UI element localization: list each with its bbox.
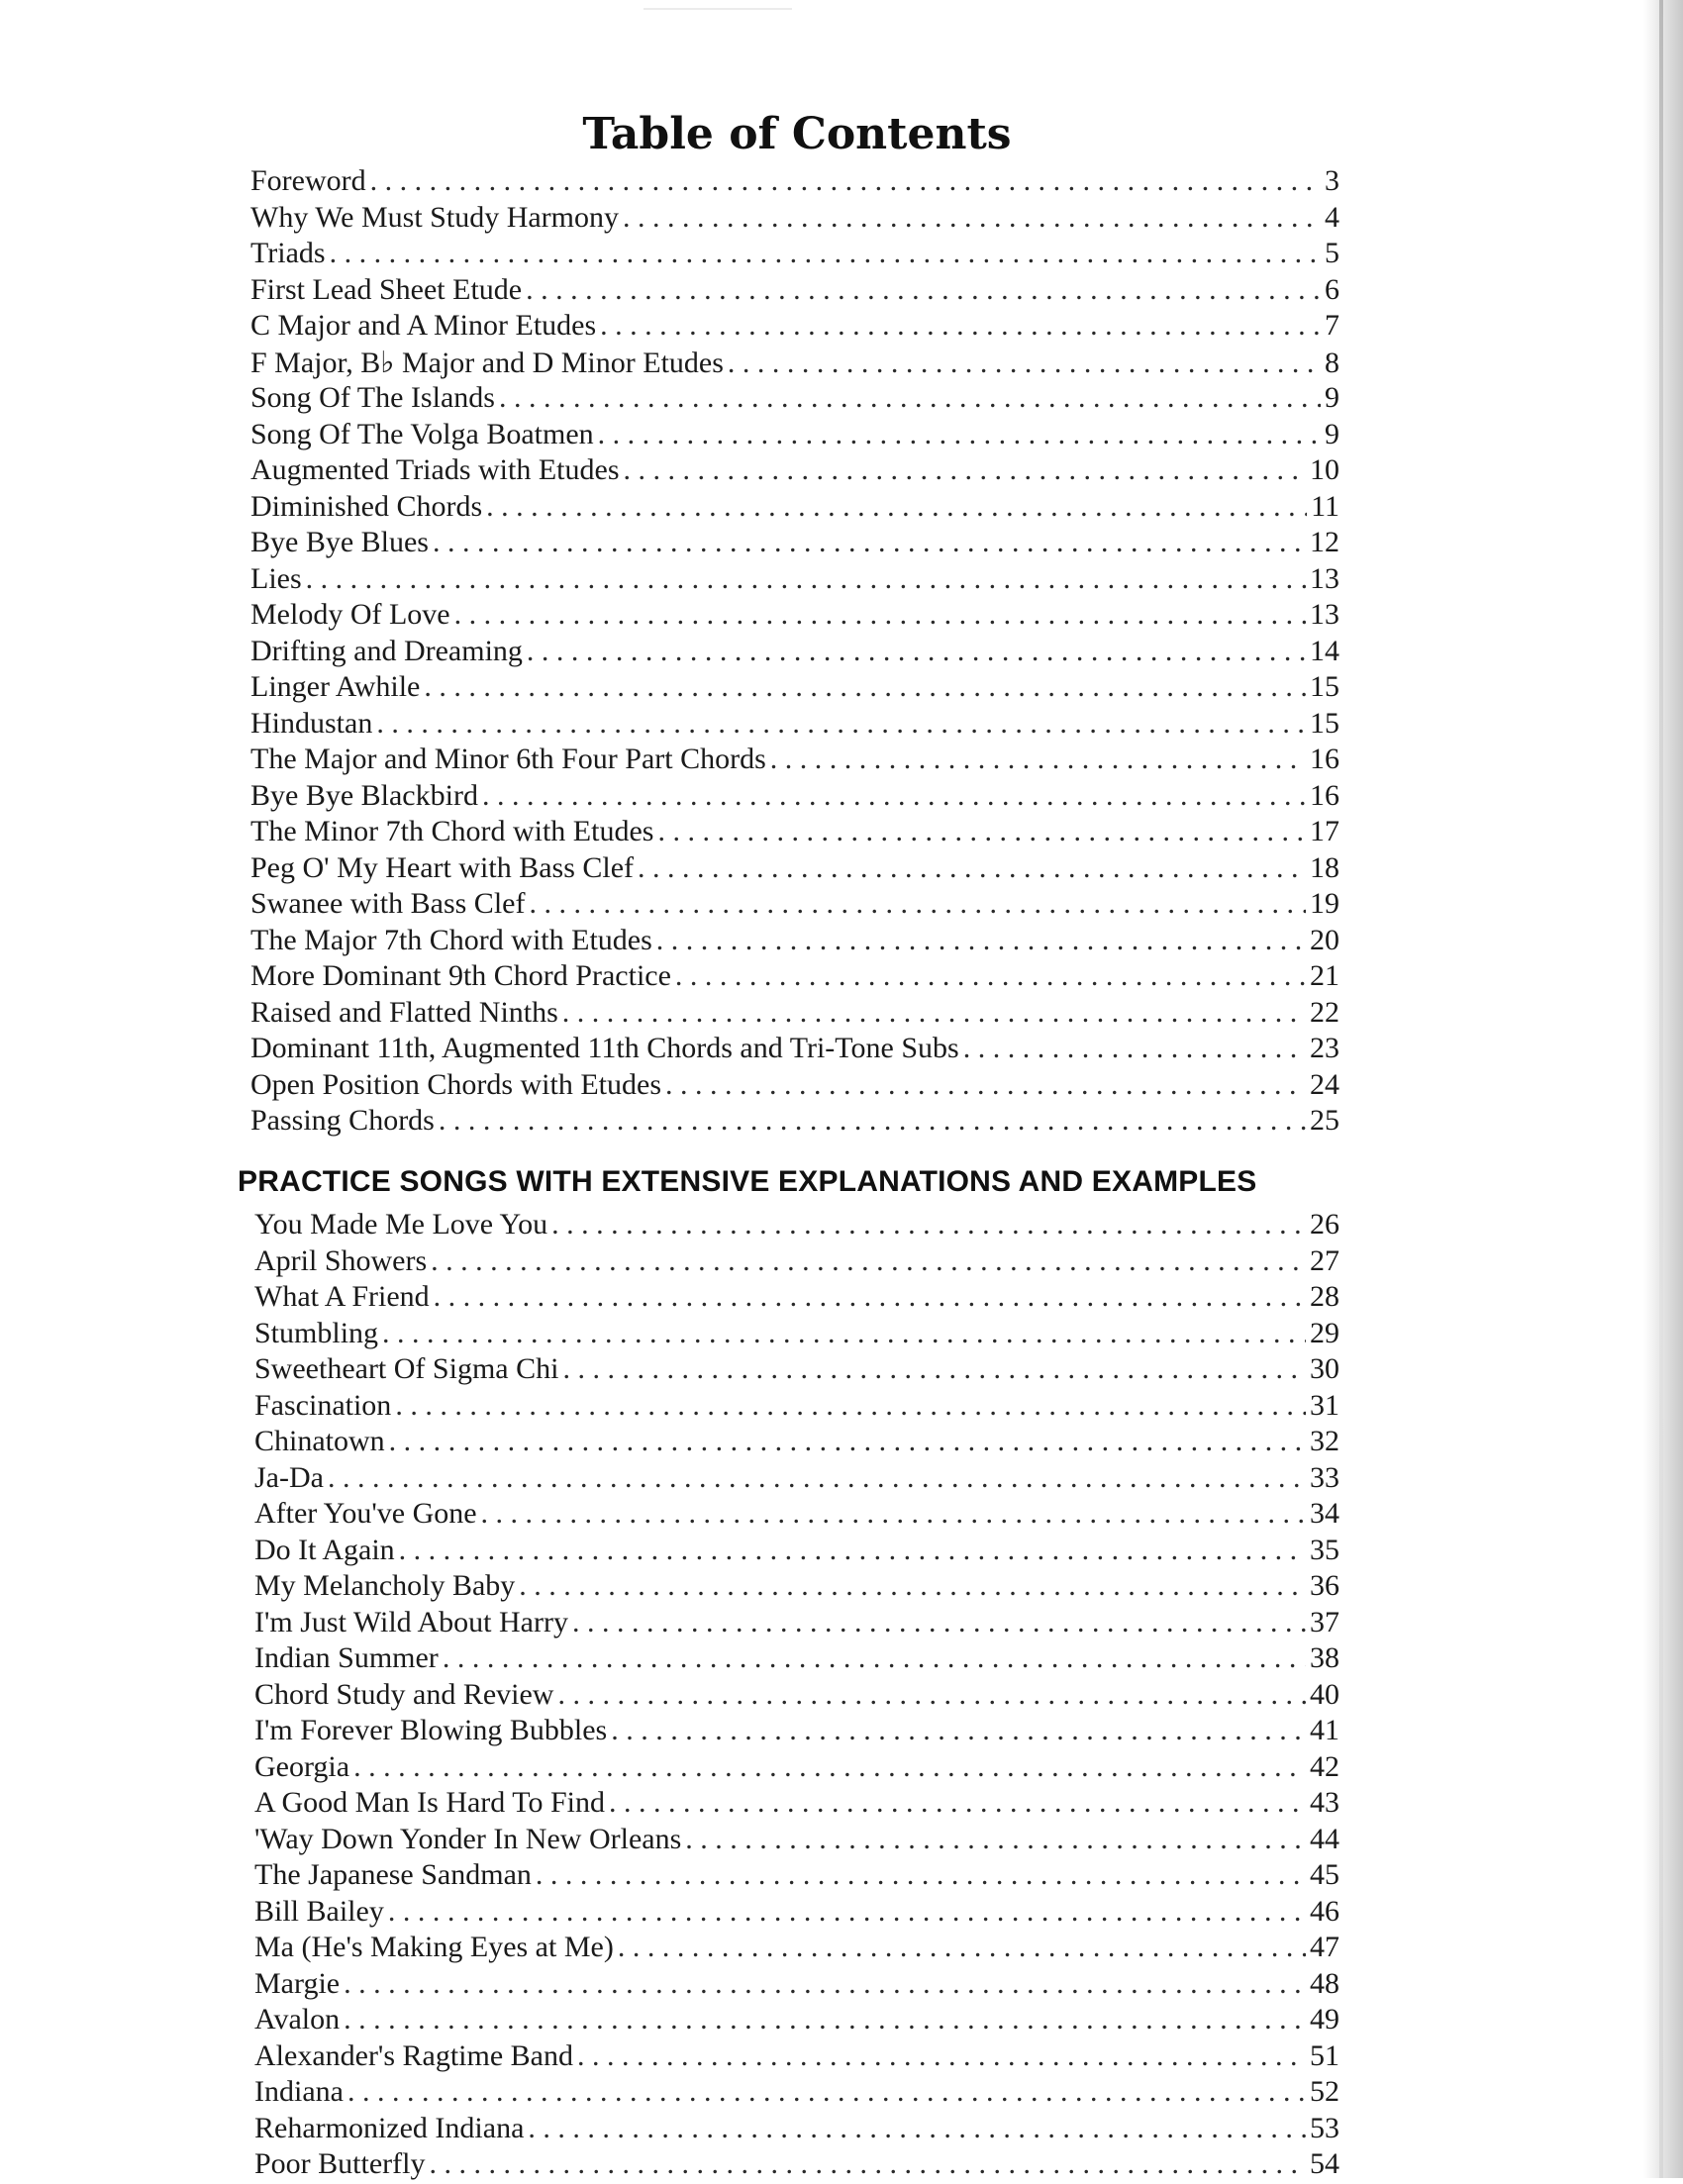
dot-leader [536,1858,1306,1892]
toc-entry-title: The Major 7th Chord with Etudes [250,923,652,956]
toc-entry[interactable] [254,1425,1339,1461]
toc-entry-page-number: 21 [1310,959,1339,992]
toc-entry-title: After You've Gone [254,1497,477,1530]
toc-entry[interactable] [254,1534,1339,1570]
toc-entry-title: Ja-Da [254,1460,324,1494]
dot-leader [486,490,1307,524]
toc-entry-page-number: 42 [1310,1749,1339,1783]
dot-leader [657,815,1306,848]
toc-entry-page-number: 29 [1310,1316,1339,1349]
dot-leader [665,1068,1306,1102]
dot-leader [482,779,1306,813]
dot-leader [656,924,1306,957]
toc-entry[interactable] [250,1068,1339,1105]
toc-entry-title: Ma (He's Making Eyes at Me) [254,1931,614,1963]
toc-entry-title: C Major and A Minor Etudes [250,309,597,342]
toc-entry-page-number: 43 [1310,1786,1339,1819]
toc-entry[interactable] [254,1678,1339,1715]
toc-entry-page-number: 25 [1310,1104,1339,1137]
toc-entry-page-number: 13 [1310,561,1339,595]
toc-entry[interactable] [254,1497,1339,1534]
toc-entry-title: F Major, B♭ Major and D Minor Etudes [250,346,724,379]
toc-entry-title: Song Of The Volga Boatmen [250,417,594,450]
dot-leader [306,562,1306,596]
toc-entry-title: Bye Bye Blackbird [250,778,478,812]
binding-shadow [1643,0,1683,2178]
toc-entry[interactable] [254,1858,1339,1895]
dot-leader [499,381,1321,415]
dot-leader [395,1389,1306,1423]
toc-entry[interactable] [254,1244,1339,1281]
dot-leader [389,1425,1306,1458]
toc-entry-page-number: 14 [1310,634,1339,667]
toc-entry[interactable] [250,851,1339,888]
toc-entry-title: What A Friend [254,1280,430,1313]
toc-entry-page-number: 20 [1310,923,1339,956]
toc-entry-title: Linger Awhile [250,670,421,703]
toc-entry-title: Triads [250,237,326,269]
toc-entry-page-number: 6 [1325,272,1339,306]
toc-entry-page-number: 19 [1310,887,1339,920]
dot-leader [519,1569,1306,1603]
dot-leader [370,164,1321,198]
toc-entry-title: Fascination [254,1388,392,1422]
toc-entry[interactable] [250,779,1339,816]
toc-entry[interactable] [250,707,1339,744]
dot-leader [399,1534,1306,1567]
toc-entry-page-number: 51 [1310,2038,1339,2072]
dot-leader [433,526,1306,559]
dot-leader [728,347,1321,380]
toc-entry-page-number: 8 [1325,346,1339,379]
dot-leader [526,273,1321,307]
toc-entry-title: The Major and Minor 6th Four Part Chords [250,743,766,775]
dot-leader [443,1641,1306,1675]
toc-entry[interactable] [254,1895,1339,1932]
toc-entry-page-number: 31 [1310,1388,1339,1422]
toc-entry[interactable] [250,670,1339,707]
dot-leader [424,670,1306,704]
dot-leader [528,2112,1306,2145]
toc-entry-title: Chinatown [254,1425,385,1457]
toc-entry-title: Lies [250,561,302,595]
toc-entry-page-number: 28 [1310,1280,1339,1313]
toc-entry[interactable] [254,1606,1339,1642]
dot-leader [344,2003,1306,2036]
toc-entry-page-number: 22 [1310,995,1339,1029]
toc-entry-page-number: 24 [1310,1067,1339,1101]
toc-entry[interactable] [254,1967,1339,2004]
dot-leader [481,1497,1306,1531]
toc-entry-title: Stumbling [254,1316,379,1349]
toc-entry-page-number: 3 [1325,164,1339,197]
toc-entry-title: I'm Forever Blowing Bubbles [254,1714,608,1746]
dot-leader [454,598,1306,632]
toc-entry-page-number: 12 [1310,526,1339,558]
toc-entry[interactable] [250,1104,1339,1141]
toc-entry-page-number: 48 [1310,1966,1339,2000]
dot-leader [347,2075,1306,2109]
toc-entry-page-number: 7 [1325,309,1339,342]
toc-entry[interactable] [250,164,1339,201]
toc-entry-page-number: 40 [1310,1677,1339,1711]
toc-entry[interactable] [254,1823,1339,1859]
toc-entry-page-number: 17 [1310,815,1339,847]
toc-entry[interactable] [250,598,1339,635]
toc-entry-page-number: 18 [1310,850,1339,884]
toc-entry[interactable] [254,1750,1339,1787]
toc-entry[interactable] [250,273,1339,310]
toc-entry-page-number: 52 [1310,2075,1339,2108]
toc-entry[interactable] [250,346,1339,382]
toc-entry-title: Peg O' My Heart with Bass Clef [250,850,635,884]
toc-entry-title: Song Of The Islands [250,381,495,414]
toc-entry[interactable] [254,2075,1339,2112]
toc-entry[interactable] [250,526,1339,562]
toc-entry-page-number: 13 [1310,598,1339,631]
toc-entry-title: Do It Again [254,1533,395,1566]
toc-entry-page-number: 38 [1310,1641,1339,1674]
toc-entry-title: More Dominant 9th Chord Practice [250,959,671,992]
dot-leader [330,237,1321,270]
toc-entry-title: Melody Of Love [250,598,450,631]
toc-entry-title: I'm Just Wild About Harry [254,1605,568,1638]
toc-entry-page-number: 34 [1310,1497,1339,1530]
toc-entry[interactable] [254,2112,1339,2148]
toc-entry-title: Sweetheart Of Sigma Chi [254,1352,559,1385]
toc-entry[interactable] [250,418,1339,454]
toc-entry-title: Open Position Chords with Etudes [250,1067,662,1101]
toc-entry-title: Foreword [250,164,366,197]
toc-entry-page-number: 54 [1310,2147,1339,2180]
toc-entry[interactable] [250,1032,1339,1068]
toc-entry[interactable] [250,743,1339,779]
dot-leader [600,309,1321,343]
toc-entry-page-number: 27 [1310,1243,1339,1277]
toc-entry-title: You Made Me Love You [254,1208,548,1241]
toc-entry-title: Diminished Chords [250,489,483,523]
dot-leader [623,201,1321,235]
toc-entry-page-number: 4 [1325,200,1339,234]
dot-leader [685,1823,1306,1856]
dot-leader [529,887,1306,921]
toc-entry[interactable] [254,1389,1339,1426]
toc-entry-title: The Minor 7th Chord with Etudes [250,815,654,847]
toc-entry-title: The Japanese Sandman [254,1858,532,1891]
dot-leader [577,2039,1306,2073]
toc-entry-page-number: 9 [1325,381,1339,414]
toc-entry-title: Georgia [254,1749,350,1783]
toc-entry-page-number: 32 [1310,1425,1339,1457]
toc-entry-page-number: 37 [1310,1605,1339,1638]
dot-leader [382,1317,1306,1350]
toc-entry[interactable] [250,924,1339,960]
toc-entry[interactable] [250,887,1339,924]
dot-leader [675,959,1306,993]
toc-entry-page-number: 26 [1310,1208,1339,1241]
toc-list-part-1 [250,164,1339,1141]
dot-leader [562,1352,1306,1386]
toc-entry[interactable] [254,2003,1339,2039]
scan-mark [644,8,792,10]
dot-leader [430,2147,1307,2181]
toc-entry[interactable] [250,237,1339,273]
toc-entry-title: Poor Butterfly [254,2147,426,2180]
toc-entry[interactable] [250,815,1339,851]
dot-leader [388,1895,1306,1929]
toc-entry-page-number: 11 [1311,489,1339,523]
toc-entry-title: Indian Summer [254,1641,439,1674]
toc-entry[interactable] [250,490,1339,527]
dot-leader [431,1244,1306,1278]
toc-entry-title: Bill Bailey [254,1894,384,1928]
toc-entry-page-number: 9 [1325,417,1339,450]
toc-entry[interactable] [250,453,1339,490]
dot-leader [598,418,1321,451]
toc-entry[interactable] [254,1786,1339,1823]
toc-entry-page-number: 49 [1310,2003,1339,2035]
toc-entry-title: Bye Bye Blues [250,526,429,558]
toc-entry-page-number: 16 [1310,778,1339,812]
toc-entry-page-number: 16 [1310,743,1339,775]
toc-entry-title: Avalon [254,2003,341,2035]
toc-entry[interactable] [254,1317,1339,1353]
toc-entry-title: Augmented Triads with Etudes [250,453,620,486]
dot-leader [562,996,1306,1030]
dot-leader [439,1104,1306,1138]
dot-leader [618,1931,1306,1964]
toc-entry[interactable] [254,1714,1339,1750]
toc-entry[interactable] [254,2147,1339,2184]
toc-entry-title: Swanee with Bass Clef [250,887,526,920]
toc-entry-page-number: 15 [1310,670,1339,703]
toc-entry-title: 'Way Down Yonder In New Orleans [254,1822,682,1855]
dot-leader [963,1032,1306,1065]
toc-entry-title: A Good Man Is Hard To Find [254,1786,606,1819]
toc-entry-page-number: 15 [1310,706,1339,740]
toc-entry[interactable] [250,635,1339,671]
dot-leader [434,1280,1306,1314]
toc-entry[interactable] [254,1931,1339,1967]
page-title: Table of Contents [582,109,1012,159]
dot-leader [353,1750,1306,1784]
toc-entry-page-number: 35 [1310,1533,1339,1566]
toc-entry-page-number: 5 [1325,237,1339,269]
toc-entry-page-number: 45 [1310,1858,1339,1891]
toc-entry-page-number: 44 [1310,1822,1339,1855]
toc-entry-title: Reharmonized Indiana [254,2111,525,2144]
toc-list-part-2 [254,1208,1339,2184]
toc-entry[interactable] [254,1641,1339,1678]
dot-leader [557,1678,1306,1712]
toc-entry[interactable] [254,2039,1339,2076]
dot-leader [376,707,1306,741]
toc-entry-page-number: 47 [1310,1931,1339,1963]
toc-entry-page-number: 46 [1310,1894,1339,1928]
toc-entry-title: Indiana [254,2075,344,2108]
dot-leader [611,1714,1306,1747]
toc-entry-title: April Showers [254,1243,428,1277]
dot-leader [624,453,1307,487]
dot-leader [328,1461,1306,1495]
toc-entry-page-number: 23 [1310,1032,1339,1064]
toc-entry-page-number: 41 [1310,1714,1339,1746]
toc-entry-title: My Melancholy Baby [254,1569,516,1602]
toc-entry-title: Why We Must Study Harmony [250,200,620,234]
toc-entry-page-number: 30 [1310,1352,1339,1385]
toc-entry[interactable] [254,1569,1339,1606]
dot-leader [344,1967,1306,2001]
section-heading: PRACTICE SONGS WITH EXTENSIVE EXPLANATIONS AND EXAMPLES [238,1165,1257,1198]
toc-entry-title: First Lead Sheet Etude [250,272,523,306]
toc-entry-title: Chord Study and Review [254,1677,554,1711]
toc-entry[interactable] [250,309,1339,346]
dot-leader [638,851,1306,885]
toc-entry[interactable] [250,381,1339,418]
toc-entry[interactable] [254,1208,1339,1244]
toc-entry-title: Dominant 11th, Augmented 11th Chords and Tri-Tone Subs [250,1032,959,1064]
dot-leader [572,1606,1306,1639]
toc-entry-title: Drifting and Dreaming [250,634,523,667]
toc-entry-page-number: 33 [1310,1460,1339,1494]
toc-entry[interactable] [254,1352,1339,1389]
toc-entry[interactable] [254,1280,1339,1317]
dot-leader [551,1208,1306,1241]
toc-entry-title: Hindustan [250,706,373,740]
dot-leader [527,635,1306,668]
binding-edge [1659,0,1663,2178]
toc-entry-title: Alexander's Ragtime Band [254,2038,573,2072]
toc-entry-title: Raised and Flatted Ninths [250,995,558,1029]
toc-entry-page-number: 10 [1310,453,1339,486]
toc-entry-title: Margie [254,1966,341,2000]
toc-entry-page-number: 53 [1310,2111,1339,2144]
dot-leader [770,743,1306,776]
toc-entry[interactable] [250,959,1339,996]
toc-entry-page-number: 36 [1310,1569,1339,1602]
toc-entry[interactable] [250,201,1339,238]
dot-leader [609,1786,1306,1820]
toc-entry[interactable] [250,996,1339,1033]
toc-entry-title: Passing Chords [250,1104,435,1137]
toc-entry[interactable] [254,1461,1339,1498]
toc-entry[interactable] [250,562,1339,599]
